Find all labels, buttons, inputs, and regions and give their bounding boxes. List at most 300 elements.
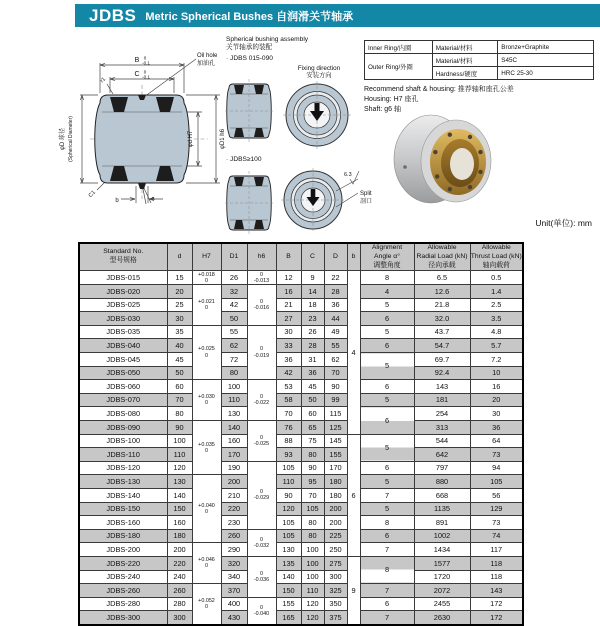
table-cell: 55 bbox=[324, 339, 347, 353]
oil-hole-dot bbox=[403, 165, 407, 169]
bushing-cross-section-diagram bbox=[54, 33, 246, 217]
a-label: a bbox=[151, 196, 155, 202]
table-cell: 150 bbox=[167, 502, 192, 516]
standard-no-cell: JDBS-110 bbox=[79, 448, 167, 462]
table-cell: 73 bbox=[470, 448, 523, 462]
table-cell: 165 bbox=[276, 611, 301, 625]
table-cell: 891 bbox=[414, 516, 470, 530]
table-cell: 36 bbox=[324, 298, 347, 312]
table-cell: 200 bbox=[221, 475, 247, 489]
table-cell: 5 bbox=[360, 475, 414, 489]
dim-b-label: B bbox=[134, 57, 140, 64]
split-label-cn: 剖口 bbox=[360, 199, 373, 206]
table-cell: +0.018 0 bbox=[192, 271, 221, 285]
standard-no-cell: JDBS-025 bbox=[79, 298, 167, 312]
table-cell: 145 bbox=[324, 434, 347, 448]
spec-table bbox=[78, 242, 524, 626]
table-cell: 60 bbox=[301, 407, 324, 421]
table-cell: 53 bbox=[276, 380, 301, 394]
table-row bbox=[79, 543, 523, 557]
recommend-line: Shaft: g6 轴 bbox=[364, 106, 401, 114]
table-cell: 172 bbox=[470, 611, 523, 625]
mini-section-diagram-1 bbox=[226, 79, 272, 143]
table-cell: 5 bbox=[360, 298, 414, 312]
table-cell: 544 bbox=[414, 434, 470, 448]
table-cell: 350 bbox=[324, 597, 347, 611]
table-row bbox=[79, 461, 523, 475]
table-cell: 100 bbox=[301, 570, 324, 584]
table-cell: +0.025 0 bbox=[192, 325, 221, 379]
table-cell: 7 bbox=[360, 543, 414, 557]
header-row bbox=[79, 243, 523, 271]
standard-no-cell: JDBS-030 bbox=[79, 312, 167, 326]
table-cell: 5 bbox=[360, 325, 414, 339]
standard-no-cell: JDBS-130 bbox=[79, 475, 167, 489]
column-header: Alignment Angle α° 调整角度 bbox=[360, 243, 414, 271]
fixing-direction-label bbox=[286, 65, 352, 80]
table-cell: 340 bbox=[221, 570, 247, 584]
table-cell: +0.035 0 bbox=[192, 421, 221, 475]
material-part: Outer Ring/外圈 bbox=[365, 54, 433, 80]
table-cell: 110 bbox=[221, 393, 247, 407]
dim-b-tol-top: 0 bbox=[143, 55, 147, 61]
table-cell: 240 bbox=[167, 570, 192, 584]
table-cell: 5 bbox=[360, 353, 414, 380]
table-cell: 90 bbox=[324, 380, 347, 394]
table-row bbox=[79, 556, 523, 570]
table-cell: 3.5 bbox=[470, 312, 523, 326]
table-cell: 90 bbox=[276, 488, 301, 502]
table-cell: 140 bbox=[167, 488, 192, 502]
table-cell: 180 bbox=[167, 529, 192, 543]
table-cell: 6 bbox=[360, 312, 414, 326]
table-cell: 5 bbox=[360, 393, 414, 407]
table-cell: 0 -0.036 bbox=[247, 556, 276, 597]
table-cell: 160 bbox=[167, 516, 192, 530]
table-cell: 140 bbox=[276, 570, 301, 584]
table-cell: 90 bbox=[167, 421, 192, 435]
table-cell: 80 bbox=[301, 516, 324, 530]
table-row bbox=[79, 502, 523, 516]
column-header: C bbox=[301, 243, 324, 271]
table-cell: 2455 bbox=[414, 597, 470, 611]
table-cell: 25 bbox=[167, 298, 192, 312]
table-cell: 200 bbox=[167, 543, 192, 557]
table-cell: 45 bbox=[167, 353, 192, 367]
table-cell: 70 bbox=[301, 488, 324, 502]
table-row bbox=[79, 421, 523, 435]
table-cell: 36 bbox=[301, 366, 324, 380]
table-cell: 225 bbox=[324, 529, 347, 543]
table-cell: 20 bbox=[167, 285, 192, 299]
bore-diameter-label: φd H7 bbox=[188, 130, 194, 148]
standard-no-cell: JDBS-050 bbox=[79, 366, 167, 380]
table-row bbox=[79, 570, 523, 584]
column-header: B bbox=[276, 243, 301, 271]
page-title: Metric Spherical Bushes 自润滑关节轴承 bbox=[145, 10, 354, 23]
standard-no-cell: JDBS-300 bbox=[79, 611, 167, 625]
table-cell: 1135 bbox=[414, 502, 470, 516]
column-header: h6 bbox=[247, 243, 276, 271]
brand-logo: JDBS bbox=[89, 5, 137, 25]
table-cell: 143 bbox=[470, 584, 523, 598]
table-cell: +0.021 0 bbox=[192, 285, 221, 326]
standard-no-cell: JDBS-150 bbox=[79, 502, 167, 516]
table-cell: 88 bbox=[276, 434, 301, 448]
table-cell: 275 bbox=[324, 556, 347, 570]
table-cell: 28 bbox=[301, 339, 324, 353]
table-cell: 12.6 bbox=[414, 285, 470, 299]
table-cell: 1720 bbox=[414, 570, 470, 584]
table-cell: 0 -0.019 bbox=[247, 325, 276, 379]
table-cell: 42 bbox=[221, 298, 247, 312]
table-cell: 105 bbox=[276, 529, 301, 543]
table-cell: 797 bbox=[414, 461, 470, 475]
assembly-range-2: · JDBS≥100 bbox=[226, 156, 262, 164]
b-small-label: b bbox=[115, 198, 119, 204]
table-cell: 135 bbox=[276, 556, 301, 570]
table-cell: 8 bbox=[360, 516, 414, 530]
dim-c-tol-top: 0 bbox=[143, 69, 147, 75]
standard-no-cell: JDBS-120 bbox=[79, 461, 167, 475]
table-cell: 668 bbox=[414, 488, 470, 502]
table-row bbox=[365, 54, 594, 67]
column-header: Allowable Radial Load (kN) 径向承载 bbox=[414, 243, 470, 271]
table-cell: 180 bbox=[324, 488, 347, 502]
table-cell: 7 bbox=[360, 584, 414, 598]
table-cell: 5 bbox=[360, 434, 414, 461]
table-cell: 10 bbox=[470, 366, 523, 380]
table-cell: 0 -0.040 bbox=[247, 597, 276, 625]
table-cell: 26 bbox=[301, 325, 324, 339]
table-cell: 290 bbox=[221, 543, 247, 557]
fixing-direction-en: Fixing direction bbox=[297, 64, 341, 72]
table-cell: 30 bbox=[276, 325, 301, 339]
standard-no-cell: JDBS-160 bbox=[79, 516, 167, 530]
table-row bbox=[79, 448, 523, 462]
table-cell: 210 bbox=[221, 488, 247, 502]
table-cell: 26 bbox=[221, 271, 247, 285]
table-cell: 430 bbox=[221, 611, 247, 625]
column-header: H7 bbox=[192, 243, 221, 271]
unit-note: Unit(单位): mm bbox=[535, 218, 592, 228]
table-cell: 181 bbox=[414, 393, 470, 407]
table-cell: 16 bbox=[276, 285, 301, 299]
table-cell: 32 bbox=[221, 285, 247, 299]
table-cell: 73 bbox=[470, 516, 523, 530]
table-cell: 23 bbox=[301, 312, 324, 326]
table-cell: 117 bbox=[470, 543, 523, 557]
table-cell: 280 bbox=[167, 597, 192, 611]
r1-label: r1 bbox=[99, 76, 108, 85]
table-cell: 45 bbox=[301, 380, 324, 394]
table-cell: 220 bbox=[221, 502, 247, 516]
table-cell: 44 bbox=[324, 312, 347, 326]
table-cell: 5.7 bbox=[470, 339, 523, 353]
table-cell: 313 bbox=[414, 421, 470, 435]
table-cell: 105 bbox=[276, 461, 301, 475]
table-row bbox=[79, 434, 523, 448]
table-row bbox=[79, 339, 523, 353]
table-row bbox=[79, 325, 523, 339]
table-cell: 0 -0.022 bbox=[247, 380, 276, 421]
table-cell: 40 bbox=[167, 339, 192, 353]
ring-front-diagram-2 bbox=[280, 165, 386, 235]
table-cell: 7 bbox=[360, 488, 414, 502]
table-cell: 118 bbox=[470, 556, 523, 570]
table-cell: 143 bbox=[414, 380, 470, 394]
table-cell: 90 bbox=[301, 461, 324, 475]
table-row bbox=[79, 312, 523, 326]
table-cell: 76 bbox=[276, 421, 301, 435]
table-cell: 0 -0.016 bbox=[247, 285, 276, 326]
table-cell: 8 bbox=[360, 271, 414, 285]
table-row bbox=[79, 285, 523, 299]
table-cell: 160 bbox=[221, 434, 247, 448]
material-attr: Hardness/硬度 bbox=[432, 67, 498, 80]
table-row bbox=[79, 407, 523, 421]
table-cell: 36 bbox=[470, 421, 523, 435]
table-cell: 120 bbox=[301, 611, 324, 625]
column-header: b bbox=[347, 243, 360, 271]
table-cell: 6 bbox=[360, 407, 414, 434]
table-cell: 130 bbox=[276, 543, 301, 557]
table-cell: 125 bbox=[324, 421, 347, 435]
table-cell: 80 bbox=[301, 529, 324, 543]
column-header: Standard No. 型号规格 bbox=[79, 243, 167, 271]
table-cell: 120 bbox=[276, 502, 301, 516]
table-cell: 7.2 bbox=[470, 353, 523, 367]
table-cell: 50 bbox=[221, 312, 247, 326]
table-cell: 99 bbox=[324, 393, 347, 407]
table-cell: 80 bbox=[221, 366, 247, 380]
table-cell: 260 bbox=[167, 584, 192, 598]
column-header: Allowable Thrust Load (kN) 轴向载荷 bbox=[470, 243, 523, 271]
table-cell: 129 bbox=[470, 502, 523, 516]
table-cell: 21 bbox=[276, 298, 301, 312]
outer-diameter-label: φD1 h6 bbox=[220, 129, 226, 149]
oil-hole-label-cn: 加油孔 bbox=[197, 61, 216, 67]
table-row bbox=[79, 353, 523, 367]
table-cell: 70 bbox=[324, 366, 347, 380]
material-attr: Material/材料 bbox=[432, 54, 498, 67]
table-cell: 35 bbox=[167, 325, 192, 339]
table-cell: 4 bbox=[360, 285, 414, 299]
table-cell: 70 bbox=[276, 407, 301, 421]
table-cell: 0 -0.032 bbox=[247, 529, 276, 556]
ring-front-diagram-1 bbox=[282, 80, 352, 150]
table-cell: 30 bbox=[167, 312, 192, 326]
table-cell: 30 bbox=[470, 407, 523, 421]
table-cell: 0 -0.029 bbox=[247, 461, 276, 529]
table-cell: 9 bbox=[347, 556, 360, 624]
table-cell: 6 bbox=[360, 380, 414, 394]
info-panel bbox=[364, 40, 594, 115]
sphere-diameter-label: φD 球径 bbox=[60, 128, 66, 150]
table-cell: 6 bbox=[360, 461, 414, 475]
table-cell: 69.7 bbox=[414, 353, 470, 367]
table-cell: 155 bbox=[276, 597, 301, 611]
table-cell: 50 bbox=[301, 393, 324, 407]
table-cell: +0.030 0 bbox=[192, 380, 221, 421]
table-cell: 642 bbox=[414, 448, 470, 462]
table-cell: 20 bbox=[470, 393, 523, 407]
standard-no-cell: JDBS-035 bbox=[79, 325, 167, 339]
table-row bbox=[79, 366, 523, 380]
table-row bbox=[79, 611, 523, 625]
table-cell: 375 bbox=[324, 611, 347, 625]
material-part: Inner Ring/内圈 bbox=[365, 41, 433, 54]
table-row bbox=[79, 597, 523, 611]
material-attr: Material/材料 bbox=[432, 41, 498, 54]
fixing-direction-cn: 安装方向 bbox=[306, 72, 332, 80]
assembly-range-1: · JDBS 015-090 bbox=[226, 55, 273, 63]
assembly-row-1 bbox=[226, 65, 368, 153]
table-cell: 400 bbox=[221, 597, 247, 611]
table-cell: 6.5 bbox=[414, 271, 470, 285]
standard-no-cell: JDBS-220 bbox=[79, 556, 167, 570]
table-cell: 9 bbox=[301, 271, 324, 285]
standard-no-cell: JDBS-020 bbox=[79, 285, 167, 299]
table-cell: 4.8 bbox=[470, 325, 523, 339]
table-cell: 200 bbox=[324, 516, 347, 530]
table-row bbox=[79, 271, 523, 285]
table-row bbox=[79, 529, 523, 543]
table-cell: 16 bbox=[470, 380, 523, 394]
c1-label: C1 bbox=[87, 189, 97, 199]
table-cell: 94 bbox=[470, 461, 523, 475]
recommend-line: Recommend shaft & housing: 推荐轴和座孔公差 bbox=[364, 86, 514, 93]
table-row bbox=[79, 393, 523, 407]
table-cell: 60 bbox=[167, 380, 192, 394]
assembly-row-2 bbox=[226, 165, 373, 235]
table-cell: 180 bbox=[324, 475, 347, 489]
material-value: HRC 25-30 bbox=[498, 67, 594, 80]
table-cell: 220 bbox=[167, 556, 192, 570]
product-photo bbox=[392, 110, 510, 212]
table-cell: 105 bbox=[470, 475, 523, 489]
table-cell: 95 bbox=[301, 475, 324, 489]
table-cell: 254 bbox=[414, 407, 470, 421]
oil-hole-label-en: Oil hole bbox=[197, 53, 218, 59]
sphere-diameter-label-en: (Spherical Diameter) bbox=[68, 116, 74, 162]
table-cell: 110 bbox=[301, 584, 324, 598]
table-cell: 100 bbox=[167, 434, 192, 448]
table-cell: 28 bbox=[324, 285, 347, 299]
header-bar bbox=[75, 4, 600, 27]
table-cell: 74 bbox=[470, 529, 523, 543]
table-cell: 42 bbox=[276, 366, 301, 380]
table-cell: 1434 bbox=[414, 543, 470, 557]
standard-no-cell: JDBS-100 bbox=[79, 434, 167, 448]
table-cell: 6 bbox=[347, 434, 360, 556]
table-cell: 8 bbox=[360, 556, 414, 583]
table-cell: 300 bbox=[167, 611, 192, 625]
material-value: Bronze+Graphite bbox=[498, 41, 594, 54]
table-cell: 250 bbox=[324, 543, 347, 557]
table-cell: 27 bbox=[276, 312, 301, 326]
table-cell: 33 bbox=[276, 339, 301, 353]
table-cell: 0 -0.025 bbox=[247, 421, 276, 462]
table-cell: 56 bbox=[470, 488, 523, 502]
table-cell: 100 bbox=[301, 543, 324, 557]
table-cell: 49 bbox=[324, 325, 347, 339]
mini-section-diagram-2 bbox=[226, 171, 272, 235]
standard-no-cell: JDBS-070 bbox=[79, 393, 167, 407]
table-cell: 6 bbox=[360, 339, 414, 353]
table-cell: 370 bbox=[221, 584, 247, 598]
column-header: D bbox=[324, 243, 347, 271]
assembly-title-cn: 关节轴承的装配 bbox=[226, 44, 273, 52]
table-row bbox=[79, 584, 523, 598]
standard-no-cell: JDBS-180 bbox=[79, 529, 167, 543]
table-row bbox=[79, 475, 523, 489]
assembly-title-en: Spherical bushing assembly bbox=[226, 36, 309, 43]
table-cell: 1577 bbox=[414, 556, 470, 570]
table-cell: 58 bbox=[276, 393, 301, 407]
table-cell: 120 bbox=[167, 461, 192, 475]
table-cell: 2072 bbox=[414, 584, 470, 598]
table-cell: 43.7 bbox=[414, 325, 470, 339]
table-cell: 21.8 bbox=[414, 298, 470, 312]
standard-no-cell: JDBS-090 bbox=[79, 421, 167, 435]
table-cell: 62 bbox=[324, 353, 347, 367]
table-cell: 72 bbox=[221, 353, 247, 367]
table-cell: 230 bbox=[221, 516, 247, 530]
table-cell: 300 bbox=[324, 570, 347, 584]
dim-c-label: C bbox=[134, 71, 140, 78]
column-header: D1 bbox=[221, 243, 247, 271]
standard-no-cell: JDBS-200 bbox=[79, 543, 167, 557]
table-cell: 1002 bbox=[414, 529, 470, 543]
recommend-line: Housing: H7 座孔 bbox=[364, 96, 419, 104]
table-row bbox=[79, 298, 523, 312]
table-cell: 92.4 bbox=[414, 366, 470, 380]
table-cell: 70 bbox=[167, 393, 192, 407]
table-cell: 36 bbox=[276, 353, 301, 367]
table-cell: 6 bbox=[360, 529, 414, 543]
table-cell: 110 bbox=[167, 448, 192, 462]
assembly-section bbox=[226, 36, 373, 235]
table-cell: 93 bbox=[276, 448, 301, 462]
table-cell: 7 bbox=[360, 611, 414, 625]
table-cell: 120 bbox=[301, 597, 324, 611]
table-cell: 0.5 bbox=[470, 271, 523, 285]
table-cell: 32.0 bbox=[414, 312, 470, 326]
table-cell: 172 bbox=[470, 597, 523, 611]
standard-no-cell: JDBS-045 bbox=[79, 353, 167, 367]
table-cell: 15 bbox=[167, 271, 192, 285]
table-row bbox=[79, 380, 523, 394]
table-cell: 0 -0.013 bbox=[247, 271, 276, 285]
table-cell: 170 bbox=[221, 448, 247, 462]
table-cell: 31 bbox=[301, 353, 324, 367]
standard-no-cell: JDBS-140 bbox=[79, 488, 167, 502]
table-row bbox=[79, 488, 523, 502]
roughness-label: 6.3 bbox=[344, 172, 352, 179]
table-cell: 4 bbox=[347, 271, 360, 434]
table-cell: 64 bbox=[470, 434, 523, 448]
table-cell: 105 bbox=[276, 516, 301, 530]
table-cell: 115 bbox=[324, 407, 347, 421]
standard-no-cell: JDBS-080 bbox=[79, 407, 167, 421]
table-cell: +0.046 0 bbox=[192, 543, 221, 584]
table-cell: +0.040 0 bbox=[192, 475, 221, 543]
table-cell: 320 bbox=[221, 556, 247, 570]
table-cell: 55 bbox=[221, 325, 247, 339]
table-cell: +0.052 0 bbox=[192, 584, 221, 625]
table-cell: 150 bbox=[276, 584, 301, 598]
